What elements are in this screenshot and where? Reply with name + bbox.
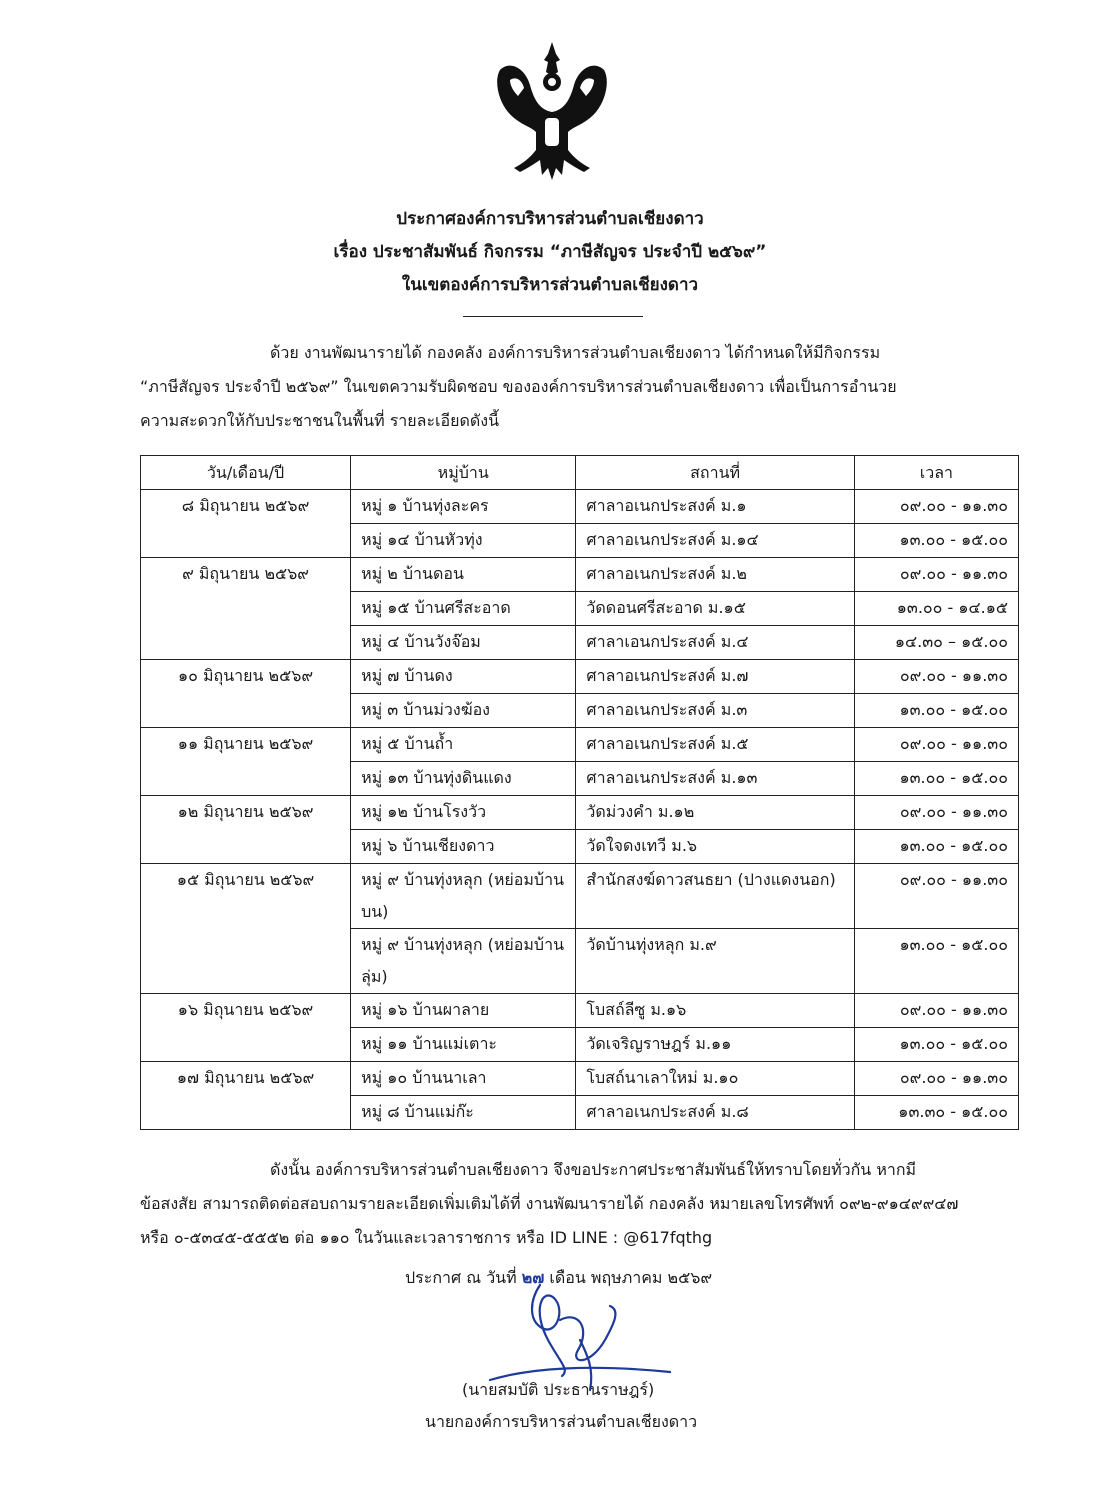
time-cell: ๑๓.๐๐ - ๑๕.๐๐ xyxy=(854,929,1018,994)
location-cell: วัดใจดงเทวี ม.๖ xyxy=(576,830,854,864)
date-cell xyxy=(141,524,351,558)
time-cell: ๑๓.๐๐ - ๑๕.๐๐ xyxy=(854,830,1018,864)
intro-line-1: ด้วย งานพัฒนารายได้ กองคลัง องค์การบริหารส่วนตำบลเชียงดาว ได้กำหนดให้มีกิจกรรม xyxy=(270,343,881,362)
date-cell: ๑๒ มิถุนายน ๒๕๖๙ xyxy=(141,796,351,830)
location-cell: ศาลาอเนกประสงค์ ม.๒ xyxy=(576,558,854,592)
location-cell: สำนักสงฆ์ดาวสนธยา (ปางแดงนอก) xyxy=(576,864,854,929)
table-row xyxy=(141,929,1019,994)
date-cell: ๑๑ มิถุนายน ๒๕๖๙ xyxy=(141,728,351,762)
table-row xyxy=(141,864,1019,929)
date-cell xyxy=(141,592,351,626)
location-cell: ศาลาอเนกประสงค์ ม.๑๔ xyxy=(576,524,854,558)
village-cell: หมู่ ๑๑ บ้านแม่เตาะ xyxy=(351,1028,576,1062)
announce-date-suffix: เดือน พฤษภาคม ๒๕๖๙ xyxy=(544,1268,713,1287)
closing-line-2: ข้อสงสัย สามารถติดต่อสอบถามรายละเอียดเพิ่มเติมได้ที่ งานพัฒนารายได้ กองคลัง หมายเลขโทรศัพท์ ๐๙๒-๙๑๔๙๙๔๗ xyxy=(140,1194,959,1213)
date-cell xyxy=(141,929,351,994)
time-cell: ๐๙.๐๐ - ๑๑.๓๐ xyxy=(854,796,1018,830)
announcement-title: ประกาศองค์การบริหารส่วนตำบลเชียงดาว xyxy=(396,209,704,229)
date-cell: ๑๗ มิถุนายน ๒๕๖๙ xyxy=(141,1062,351,1096)
date-cell: ๘ มิถุนายน ๒๕๖๙ xyxy=(141,490,351,524)
table-row xyxy=(141,490,1019,524)
location-cell: วัดบ้านทุ่งหลุก ม.๙ xyxy=(576,929,854,994)
location-cell: ศาลาอเนกประสงค์ ม.๑ xyxy=(576,490,854,524)
location-cell: ศาลาอเนกประสงค์ ม.๓ xyxy=(576,694,854,728)
location-cell: ศาลาอเนกประสงค์ ม.๗ xyxy=(576,660,854,694)
village-cell: หมู่ ๑๒ บ้านโรงวัว xyxy=(351,796,576,830)
time-cell: ๐๙.๐๐ - ๑๑.๓๐ xyxy=(854,1062,1018,1096)
location-cell: โบสถ์ลีซู ม.๑๖ xyxy=(576,994,854,1028)
announce-day-handwritten: ๒๗ xyxy=(521,1268,545,1287)
location-cell: โบสถ์นาเลาใหม่ ม.๑๐ xyxy=(576,1062,854,1096)
table-row xyxy=(141,1028,1019,1062)
table-row xyxy=(141,1062,1019,1096)
date-cell: ๑๖ มิถุนายน ๒๕๖๙ xyxy=(141,994,351,1028)
village-cell: หมู่ ๙ บ้านทุ่งหลุก (หย่อมบ้านลุ่ม) xyxy=(351,929,576,994)
table-row xyxy=(141,762,1019,796)
column-header-date: วัน/เดือน/ปี xyxy=(141,456,351,490)
table-row xyxy=(141,558,1019,592)
time-cell: ๐๙.๐๐ - ๑๑.๓๐ xyxy=(854,490,1018,524)
date-cell xyxy=(141,1028,351,1062)
location-cell: วัดม่วงคำ ม.๑๒ xyxy=(576,796,854,830)
date-cell: ๑๐ มิถุนายน ๒๕๖๙ xyxy=(141,660,351,694)
table-row xyxy=(141,994,1019,1028)
table-row xyxy=(141,592,1019,626)
village-cell: หมู่ ๑๐ บ้านนาเลา xyxy=(351,1062,576,1096)
announcement-area: ในเขตองค์การบริหารส่วนตำบลเชียงดาว xyxy=(401,275,699,295)
location-cell: ศาลาอเนกประสงค์ ม.๕ xyxy=(576,728,854,762)
date-cell xyxy=(141,694,351,728)
village-cell: หมู่ ๑ บ้านทุ่งละคร xyxy=(351,490,576,524)
date-cell xyxy=(141,762,351,796)
time-cell: ๑๔.๓๐ – ๑๕.๐๐ xyxy=(854,626,1018,660)
intro-line-2: “ภาษีสัญจร ประจำปี ๒๕๖๙” ในเขตความรับผิดชอบ ขององค์การบริหารส่วนตำบลเชียงดาว เพื่อเป็นการอำนวย xyxy=(140,377,897,396)
village-cell: หมู่ ๖ บ้านเชียงดาว xyxy=(351,830,576,864)
village-cell: หมู่ ๔ บ้านวังจ๊อม xyxy=(351,626,576,660)
column-header-time: เวลา xyxy=(854,456,1018,490)
closing-line-1: ดังนั้น องค์การบริหารส่วนตำบลเชียงดาว จึงขอประกาศประชาสัมพันธ์ให้ทราบโดยทั่วกัน หากมี xyxy=(270,1160,917,1179)
date-cell xyxy=(141,626,351,660)
location-cell: ศาลาอเนกประสงค์ ม.๘ xyxy=(576,1096,854,1130)
garuda-emblem-icon xyxy=(490,40,615,185)
table-row xyxy=(141,728,1019,762)
column-header-location: สถานที่ xyxy=(576,456,854,490)
time-cell: ๐๙.๐๐ - ๑๑.๓๐ xyxy=(854,728,1018,762)
time-cell: ๐๙.๐๐ - ๑๑.๓๐ xyxy=(854,994,1018,1028)
time-cell: ๑๓.๐๐ - ๑๕.๐๐ xyxy=(854,524,1018,558)
time-cell: ๐๙.๐๐ - ๑๑.๓๐ xyxy=(854,558,1018,592)
village-cell: หมู่ ๕ บ้านถ้ำ xyxy=(351,728,576,762)
signer-name: (นายสมบัติ ประธานราษฎร์) xyxy=(462,1380,655,1399)
table-row xyxy=(141,660,1019,694)
table-row xyxy=(141,796,1019,830)
schedule-table xyxy=(140,455,1019,1130)
location-cell: วัดเจริญราษฎร์ ม.๑๑ xyxy=(576,1028,854,1062)
date-cell: ๑๕ มิถุนายน ๒๕๖๙ xyxy=(141,864,351,929)
table-row xyxy=(141,1096,1019,1130)
village-cell: หมู่ ๗ บ้านดง xyxy=(351,660,576,694)
time-cell: ๑๓.๓๐ - ๑๕.๐๐ xyxy=(854,1096,1018,1130)
location-cell: วัดดอนศรีสะอาด ม.๑๕ xyxy=(576,592,854,626)
table-row xyxy=(141,524,1019,558)
location-cell: ศาลาอเนกประสงค์ ม.๑๓ xyxy=(576,762,854,796)
time-cell: ๑๓.๐๐ - ๑๔.๑๕ xyxy=(854,592,1018,626)
announce-date-prefix: ประกาศ ณ วันที่ xyxy=(405,1268,522,1287)
date-cell xyxy=(141,1096,351,1130)
location-cell: ศาลาเอนกประสงค์ ม.๔ xyxy=(576,626,854,660)
heading-divider xyxy=(463,316,643,317)
village-cell: หมู่ ๑๕ บ้านศรีสะอาด xyxy=(351,592,576,626)
village-cell: หมู่ ๑๖ บ้านผาลาย xyxy=(351,994,576,1028)
intro-line-3: ความสะดวกให้กับประชาชนในพื้นที่ รายละเอียดดังนี้ xyxy=(140,411,500,430)
village-cell: หมู่ ๑๔ บ้านหัวทุ่ง xyxy=(351,524,576,558)
village-cell: หมู่ ๓ บ้านม่วงฆ้อง xyxy=(351,694,576,728)
village-cell: หมู่ ๙ บ้านทุ่งหลุก (หย่อมบ้านบน) xyxy=(351,864,576,929)
signer-title: นายกองค์การบริหารส่วนตำบลเชียงดาว xyxy=(425,1412,698,1431)
announcement-subject: เรื่อง ประชาสัมพันธ์ กิจกรรม “ภาษีสัญจร ประจำปี ๒๕๖๙” xyxy=(333,242,767,262)
time-cell: ๑๓.๐๐ - ๑๕.๐๐ xyxy=(854,694,1018,728)
column-header-village: หมู่บ้าน xyxy=(351,456,576,490)
time-cell: ๑๓.๐๐ - ๑๕.๐๐ xyxy=(854,1028,1018,1062)
time-cell: ๐๙.๐๐ - ๑๑.๓๐ xyxy=(854,864,1018,929)
time-cell: ๑๓.๐๐ - ๑๕.๐๐ xyxy=(854,762,1018,796)
village-cell: หมู่ ๑๓ บ้านทุ่งดินแดง xyxy=(351,762,576,796)
table-header-row xyxy=(141,456,1019,490)
village-cell: หมู่ ๒ บ้านดอน xyxy=(351,558,576,592)
village-cell: หมู่ ๘ บ้านแม่ก๊ะ xyxy=(351,1096,576,1130)
closing-line-3: หรือ ๐-๕๓๔๕-๕๕๕๒ ต่อ ๑๑๐ ในวันและเวลาราชการ หรือ ID LINE : @617fqthg xyxy=(140,1228,713,1247)
date-cell: ๙ มิถุนายน ๒๕๖๙ xyxy=(141,558,351,592)
table-row xyxy=(141,626,1019,660)
table-row xyxy=(141,830,1019,864)
date-cell xyxy=(141,830,351,864)
time-cell: ๐๙.๐๐ - ๑๑.๓๐ xyxy=(854,660,1018,694)
table-row xyxy=(141,694,1019,728)
